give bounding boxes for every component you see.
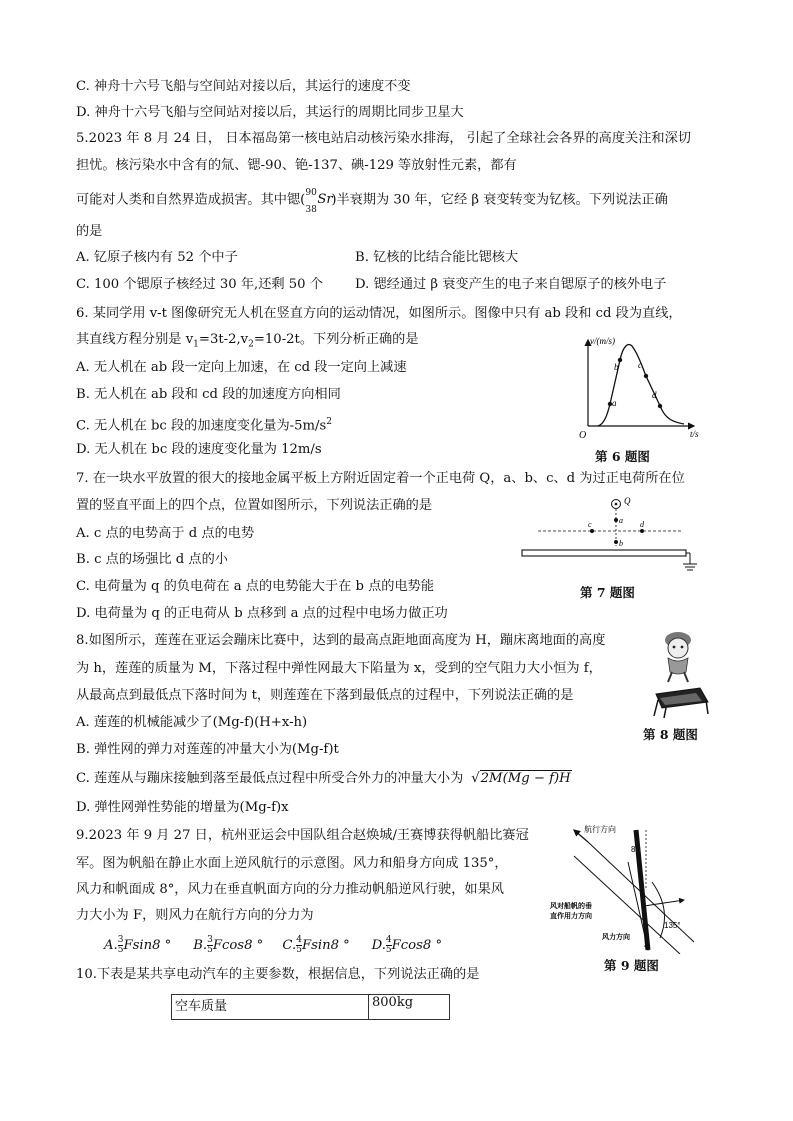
q8-stem-line1: 8.如图所示，莲莲在亚运会蹦床比赛中，达到的最高点距地面高度为 H，蹦床离地面的高度 (76, 633, 606, 648)
q6-curve (598, 345, 684, 426)
q8-trampoline-illustration (646, 628, 714, 720)
q4-option-c: C. 神舟十六号飞船与空间站对接以后，其运行的速度不变 (76, 79, 411, 94)
q8-option-c-text: C. 莲莲从与蹦床接触到落至最低点过程中所受合外力的冲量大小为 (76, 771, 464, 786)
table-row (172, 995, 450, 1020)
q7-field-diagram (518, 494, 702, 576)
nuclide-atomic-number: 38 (305, 205, 317, 215)
q6-option-d: D. 无人机在 bc 段的速度变化量为 12m/s (76, 442, 322, 457)
q9-option-a: A. $\frac{3}{5}$ Fsin8 ° (104, 935, 172, 955)
q6-option-b: B. 无人机在 ab 段和 cd 段的加速度方向相同 (76, 387, 341, 402)
q8-option-c (76, 770, 572, 788)
q6-ylabel: v/(m/s) (590, 336, 615, 346)
q9-label-135deg: 135° (664, 921, 681, 930)
table-cell-label: 空车质量 (172, 995, 369, 1020)
q8-option-b: B. 弹性网的弹力对莲莲的冲量大小为(Mg-f)t (76, 742, 339, 757)
q9-label-heading: 航行方向 (584, 825, 616, 834)
q6-option-c-text: C. 无人机在 bc 段的加速度变化量为-5m/s (76, 418, 327, 434)
q6-option-c-sup: 2 (326, 417, 332, 427)
table-cell-value: 800kg (369, 995, 450, 1020)
q7-label-d: d (640, 520, 644, 529)
q8-athlete-body (668, 658, 688, 674)
q6-stem-line2 (76, 331, 419, 354)
q6-label-c: c (638, 360, 642, 370)
q9-option-c: C. $\frac{4}{5}$ Fsin8 ° (282, 935, 350, 955)
q6-caption: 第 6 题图 (595, 449, 650, 464)
q9-sail-diagram (548, 822, 716, 954)
nuclide-mass-number: 90 (305, 188, 317, 198)
q5-stem-line1: 5.2023 年 8 月 24 日， 日本福岛第一核电站启动核污染水排海， 引起了全球社会各界的高度关注和深切 (76, 131, 691, 146)
q6-option-a: A. 无人机在 ab 段一定向上加速，在 cd 段一定向上减速 (76, 360, 407, 375)
q6-option-c (76, 413, 332, 435)
q7-caption: 第 7 题图 (580, 585, 635, 600)
q10-parameter-table (171, 994, 450, 1020)
q5-stem-line4: 的是 (76, 224, 103, 239)
q8-option-d: D. 弹性网弹性势能的增量为(Mg-f)x (76, 800, 289, 815)
q6-vt-graph (576, 334, 706, 444)
q7-stem-line1: 7. 在一块水平放置的很大的接地金属平板上方附近固定着一个正电荷 Q，a、b、c、d 为过正电荷所在位 (76, 471, 685, 486)
q8-formula-radicand: 2M(Mg − f)H (480, 771, 571, 786)
q8-athlete-head (668, 638, 688, 658)
q9-label-8deg: 8° (631, 845, 639, 854)
q6-origin: O (579, 430, 587, 441)
q9-option-d: D. $\frac{4}{5}$ Fcos8 ° (371, 935, 443, 955)
q9-label-force-1: 风对船帆的垂 (550, 903, 592, 910)
q6-xlabel: t/s (690, 429, 699, 439)
q8-option-a: A. 莲莲的机械能减少了(Mg-f)(H+x-h) (76, 715, 308, 730)
q9-stem-line4: 力大小为 F，则风力在航行方向的分力为 (76, 908, 314, 923)
q7-label-b: b (619, 539, 623, 548)
q6-point-c (644, 374, 648, 378)
q7-stem-line2: 置的竖直平面上的四个点，位置如图所示，下列说法正确的是 (76, 498, 433, 513)
q5-stem-line3-post: )半衰期为 30 年，它经 β 衰变转变为钇核。下列说法正确 (331, 192, 668, 208)
q5-stem-line3 (76, 188, 668, 215)
q6-label-a: a (612, 398, 617, 408)
q5-stem-line3-pre: 可能对人类和自然界造成损害。其中锶( (76, 192, 306, 208)
q6-eq-sub1: 1 (193, 339, 199, 350)
q7-label-q: Q (624, 496, 631, 506)
q8-stem-line3: 从最高点到最低点下落时间为 t，则莲莲在下落到最低点的过程中，下列说法正确的是 (76, 688, 574, 703)
q7-option-b: B. c 点的场强比 d 点的小 (76, 552, 228, 567)
q5-option-c: C. 100 个锶原子核经过 30 年,还剩 50 个 (76, 277, 323, 292)
q5-stem-line2: 担忧。核污染水中含有的氚、锶-90、铯-137、碘-129 等放射性元素，都有 (76, 158, 517, 173)
q7-label-c: c (588, 520, 592, 529)
q7-point-d (640, 529, 644, 533)
q7-option-c: C. 电荷量为 q 的负电荷在 a 点的电势能大于在 b 点的电势能 (76, 579, 435, 594)
q7-option-a: A. c 点的电势高于 d 点的电势 (76, 526, 255, 541)
q7-point-a (614, 518, 618, 522)
q7-point-b (614, 540, 618, 544)
q9-option-b: B. $\frac{3}{5}$ Fcos8 ° (193, 935, 264, 955)
nuclide-element: Sr (317, 192, 333, 207)
q6-eq-sub2: 2 (248, 339, 254, 350)
q6-eq-post: =10-2t。下列分析正确的是 (253, 332, 419, 347)
q8-sqrt-formula (471, 770, 571, 788)
q9-stem-line3: 风力和帆面成 8°，风力在垂直帆面方向的分力推动帆船逆风行驶，如果风 (76, 882, 504, 897)
q4-option-d: D. 神舟十六号飞船与空间站对接以后，其运行的周期比同步卫星大 (76, 105, 464, 120)
q6-stem-line1: 6. 某同学用 v-t 图像研究无人机在竖直方向的运动情况，如图所示。图像中只有 ab 段和 cd 段为直线， (76, 306, 682, 321)
q9-label-force-2: 直作用力方向 (550, 913, 592, 920)
q9-stem-line2: 军。图为帆船在静止水面上逆风航行的示意图。风力和船身方向成 135°， (76, 856, 508, 871)
q7-metal-plate (522, 550, 686, 556)
q6-eq-pre: 其直线方程分别是 v (76, 332, 194, 347)
q7-point-c (590, 529, 594, 533)
nuclide-symbol (305, 188, 333, 215)
q9-label-wind: 风力方向 (602, 934, 630, 941)
q9-options (104, 936, 457, 962)
q6-point-d (658, 404, 662, 408)
q5-option-d: D. 锶经通过 β 衰变产生的电子来自锶原子的核外电子 (355, 277, 667, 292)
q7-option-d: D. 电荷量为 q 的正电荷从 b 点移到 a 点的过程中电场力做正功 (76, 606, 448, 621)
q6-label-d: d (652, 390, 657, 400)
q5-option-b: B. 钇核的比结合能比锶核大 (355, 250, 519, 265)
q7-label-a: a (619, 516, 623, 525)
q5-option-a: A. 钇原子核内有 52 个中子 (76, 250, 238, 265)
q9-stem-line1: 9.2023 年 9 月 27 日，杭州亚运会中国队组合赵焕城/王赛博获得帆船比赛冠 (76, 828, 529, 843)
q6-eq-mid: =3t-2,v (198, 332, 249, 347)
q8-stem-line2: 为 h，莲莲的质量为 M，下落过程中弹性网最大下陷量为 x，受到的空气阻力大小恒为 f， (76, 661, 602, 676)
q9-caption: 第 9 题图 (604, 958, 659, 973)
q8-caption: 第 8 题图 (643, 727, 698, 742)
q10-stem: 10.下表是某共享电动汽车的主要参数，根据信息，下列说法正确的是 (76, 967, 480, 982)
q6-label-b: b (614, 362, 619, 372)
sqrt-icon: √ (471, 771, 480, 786)
